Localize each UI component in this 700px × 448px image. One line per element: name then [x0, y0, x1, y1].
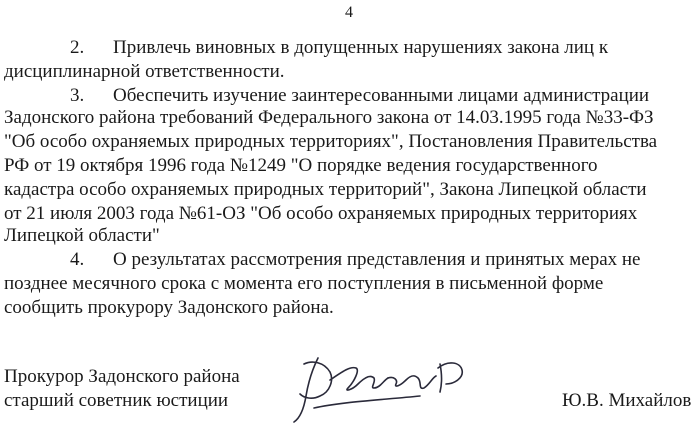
item-number-3: 3.	[70, 85, 85, 106]
item-2-line-1: Привлечь виновных в допущенных нарушениях закона лиц к	[113, 37, 609, 58]
item-3-line-1: Обеспечить изучение заинтересованными лицами администрации	[113, 85, 650, 106]
item-4-line-1: О результатах рассмотрения представления и принятых мерах не	[113, 249, 641, 270]
handwritten-signature	[290, 350, 480, 430]
item-3-line-5: кадастра особо охраняемых природных территорий", Закона Липецкой области	[4, 179, 647, 200]
item-4-line-3: сообщить прокурору Задонского района.	[4, 297, 334, 318]
item-3-line-7: Липецкой области"	[4, 225, 160, 246]
item-3-line-2: Задонского района требований Федерального закона от 14.03.1995 года №33-ФЗ	[4, 107, 654, 128]
page-number: 4	[345, 4, 353, 21]
item-3-line-3: "Об особо охраняемых природных территориях", Постановления Правительства	[4, 131, 658, 152]
item-3-line-6: от 21 июля 2003 года №61-ОЗ "Об особо охраняемых природных территориях	[4, 203, 638, 224]
signer-position-line-2: старший советник юстиции	[4, 390, 229, 411]
item-4-line-2: позднее месячного срока с момента его поступления в письменной форме	[4, 273, 604, 294]
item-number-4: 4.	[70, 249, 85, 270]
signer-position-line-1: Прокурор Задонского района	[4, 366, 240, 387]
item-2-line-2: дисциплинарной ответственности.	[4, 61, 285, 82]
item-3-line-4: РФ от 19 октября 1996 года №1249 "О порядке ведения государственного	[4, 155, 598, 176]
signer-name: Ю.В. Михайлов	[562, 390, 692, 411]
item-number-2: 2.	[70, 37, 85, 58]
